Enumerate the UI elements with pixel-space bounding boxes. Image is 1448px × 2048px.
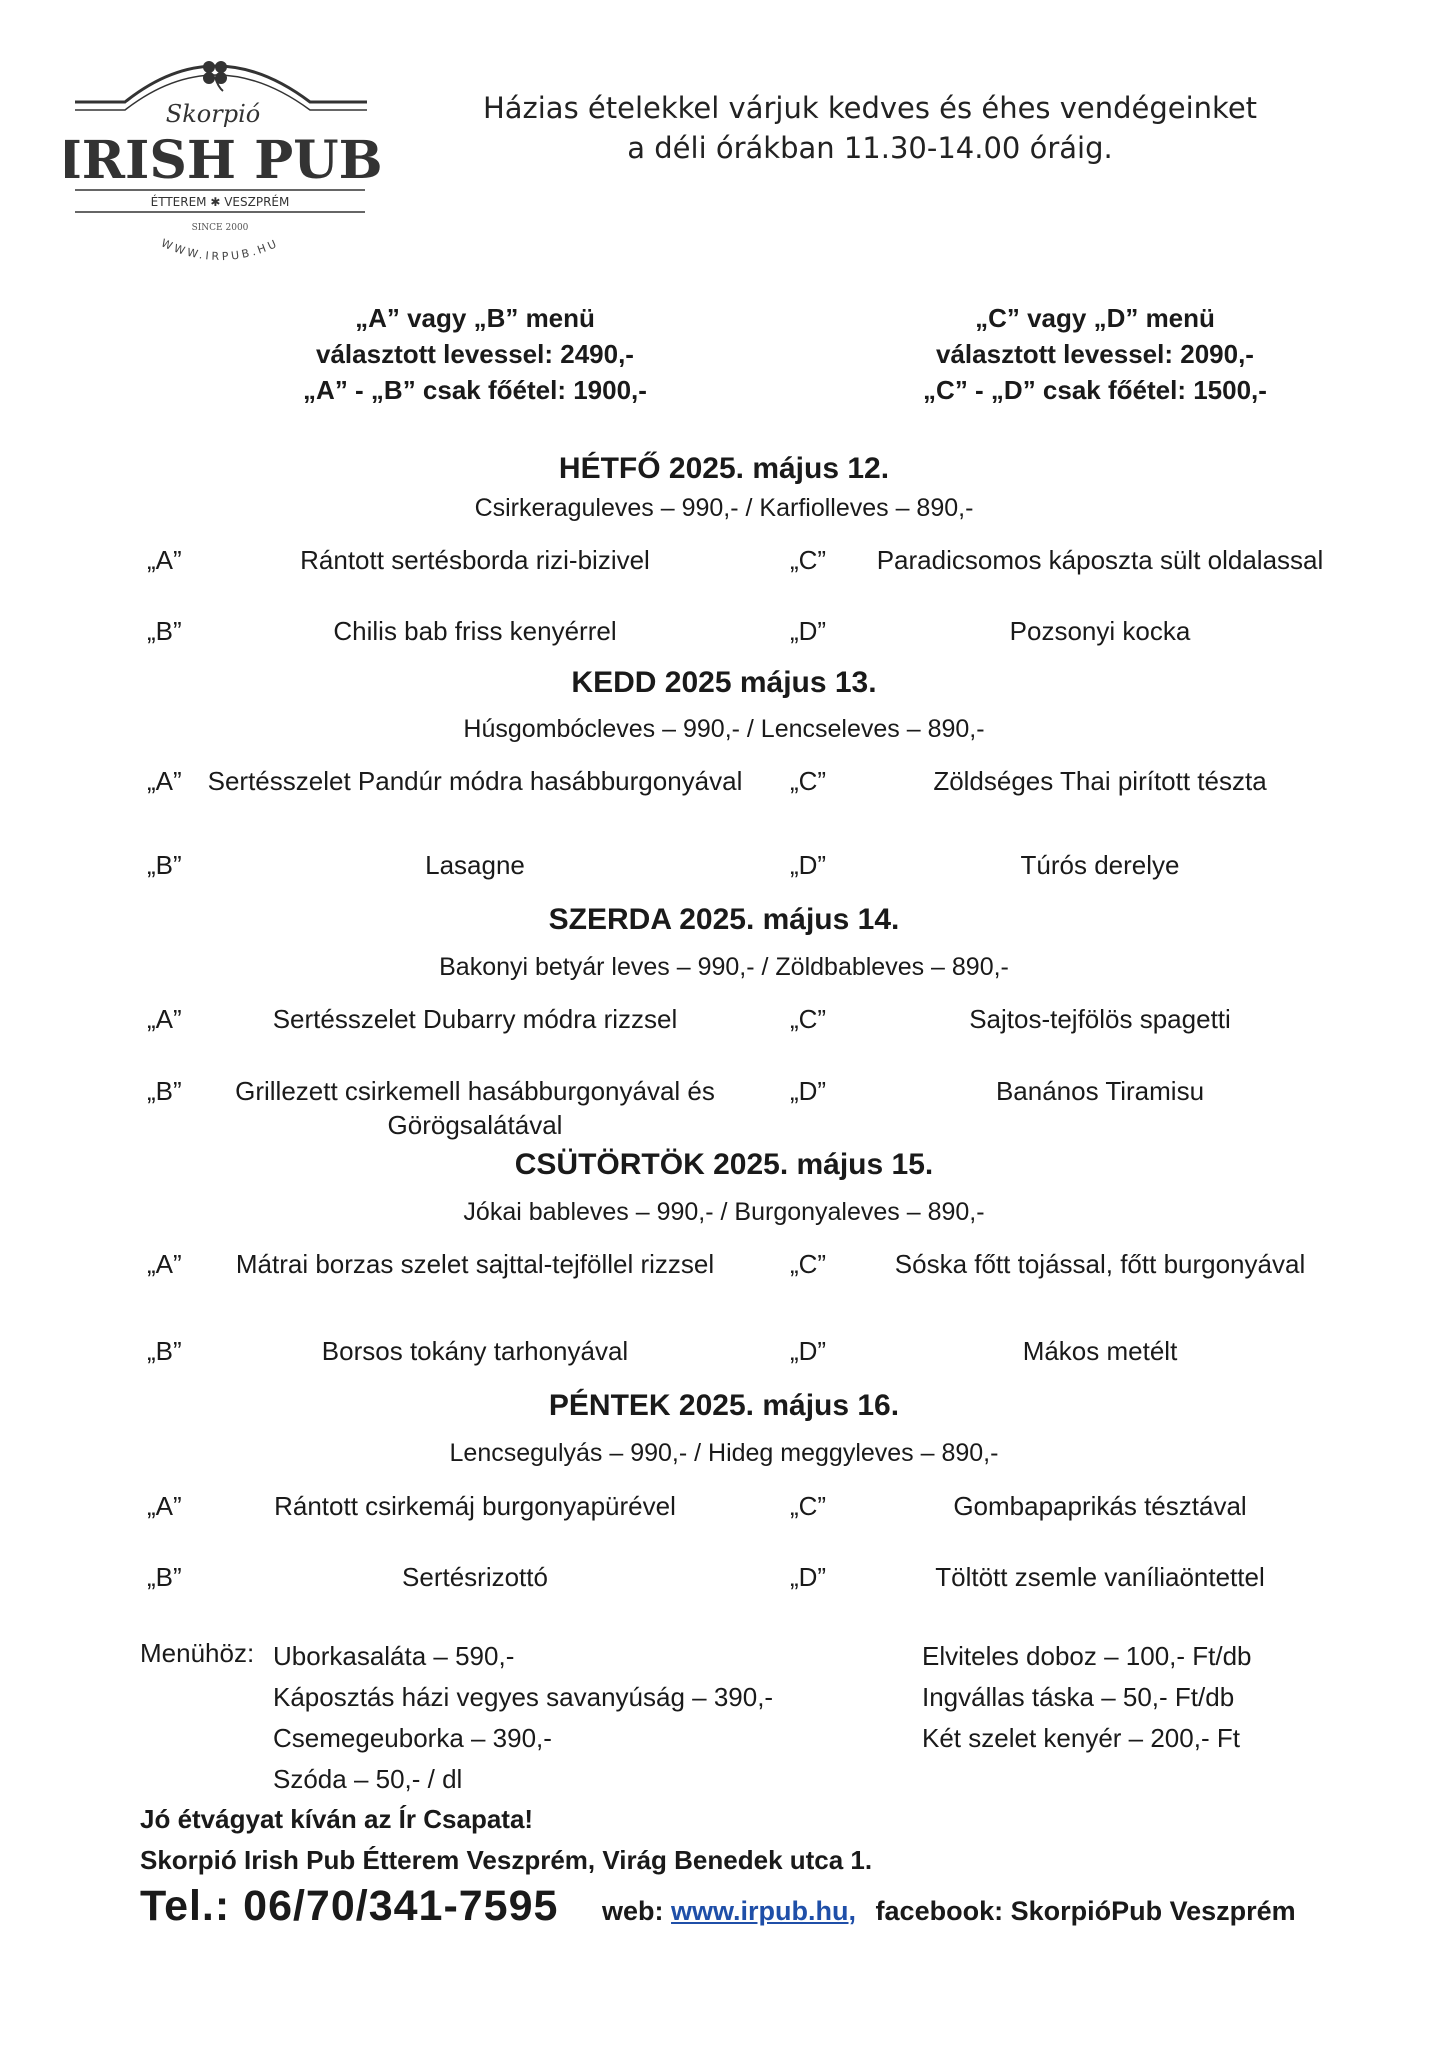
code-a: „A” [147,545,182,575]
dish-d-friday: Töltött zsemle vaníliaöntettel [935,1562,1265,1592]
price-cd-main-only: „C” - „D” csak főétel: 1500,- [923,375,1267,405]
code-c: „C” [790,1491,827,1521]
facebook-text: facebook: SkorpióPub Veszprém [875,1896,1296,1926]
code-b: „B” [147,1076,182,1106]
extras-item: Csemegeuborka – 390,- [273,1723,552,1753]
extras-item: Elviteles doboz – 100,- Ft/db [922,1641,1252,1671]
intro-line-1: Házias ételekkel várjuk kedves és éhes vendégeinket [482,91,1258,125]
dish-a-thursday: Mátrai borzas szelet sajttal-tejföllel rizzsel [235,1249,715,1279]
web-comma: , [848,1896,857,1926]
extras-item: Szóda – 50,- / dl [273,1764,463,1794]
dish-a-wednesday: Sertésszelet Dubarry módra rizzsel [272,1004,678,1034]
code-b: „B” [147,1562,182,1592]
closing-wish: Jó étvágyat kíván az Ír Csapata! [140,1804,534,1834]
code-b: „B” [147,850,182,880]
logo-main-text: IRISH PUB [65,130,383,191]
code-d: „D” [790,1076,827,1106]
dish-a-monday: Rántott sertésborda rizi-bizivel [300,545,650,575]
day-title-friday: PÉNTEK 2025. május 16. [548,1389,900,1422]
code-a: „A” [147,1004,182,1034]
dish-c-thursday: Sóska főtt tojással, főtt burgonyával [894,1249,1306,1279]
extras-item: Két szelet kenyér – 200,- Ft [922,1723,1240,1753]
code-c: „C” [790,766,827,796]
day-title-tuesday: KEDD 2025 május 13. [571,666,877,699]
extras-left-list [273,1636,773,1800]
price-block-ab [195,300,755,408]
price-cd-with-soup: választott levessel: 2090,- [936,339,1254,369]
dish-d-monday: Pozsonyi kocka [1009,616,1191,646]
code-c: „C” [790,1004,827,1034]
price-block-cd [815,300,1375,408]
dish-b-monday: Chilis bab friss kenyérrel [333,616,617,646]
dish-c-monday: Paradicsomos káposzta sült oldalassal [876,545,1324,575]
extras-label: Menühöz: [140,1638,255,1668]
logo-script: Skorpió [165,100,261,128]
extras-item: Ingvállas táska – 50,- Ft/db [922,1682,1235,1712]
soups-wednesday: Bakonyi betyár leves – 990,- / Zöldbableves – 890,- [439,953,1009,981]
code-c: „C” [790,545,827,575]
code-a: „A” [147,766,182,796]
intro-line-2: a déli órákban 11.30-14.00 óráig. [627,131,1113,165]
dish-c-wednesday: Sajtos-tejfölös spagetti [969,1004,1231,1034]
dish-b-friday: Sertésrizottó [402,1562,548,1592]
code-b: „B” [147,616,182,646]
svg-text:WWW.IRPUB.HU [159,236,281,263]
day-title-wednesday: SZERDA 2025. május 14. [548,903,900,936]
web-line [602,1893,1296,1929]
dish-d-wednesday: Banános Tiramisu [995,1076,1205,1106]
website-link[interactable]: www.irpub.hu [671,1896,849,1926]
dish-d-tuesday: Túrós derelye [1020,850,1180,880]
dish-d-thursday: Mákos metélt [1022,1336,1178,1366]
logo-since: SINCE 2000 [191,223,249,233]
dish-b-thursday: Borsos tokány tarhonyával [321,1336,629,1366]
web-label: web: [602,1896,664,1926]
dish-c-tuesday: Zöldséges Thai pirított tészta [933,766,1267,796]
code-a: „A” [147,1249,182,1279]
phone-number: Tel.: 06/70/341-7595 [140,1882,559,1930]
soups-thursday: Jókai bableves – 990,- / Burgonyaleves – 890,- [463,1198,985,1226]
dish-a-friday: Rántott csirkemáj burgonyapürével [274,1491,676,1521]
price-ab-with-soup: választott levessel: 2490,- [316,339,634,369]
soups-monday: Csirkeraguleves – 990,- / Karfiolleves – 890,- [474,494,974,522]
code-b: „B” [147,1336,182,1366]
irish-pub-logo [65,40,385,270]
dish-b-wednesday: Grillezett csirkemell hasábburgonyával és Görögsalátával [235,1076,715,1140]
code-c: „C” [790,1249,827,1279]
soups-tuesday: Húsgombócleves – 990,- / Lencseleves – 890,- [463,715,985,743]
day-title-monday: HÉTFŐ 2025. május 12. [558,452,890,485]
code-d: „D” [790,1336,827,1366]
price-ab-main-only: „A” - „B” csak főétel: 1900,- [303,375,647,405]
extras-right-list [922,1636,1252,1759]
price-cd-title: „C” vagy „D” menü [975,303,1215,333]
intro-text [440,88,1300,168]
price-ab-title: „A” vagy „B” menü [355,303,595,333]
dish-c-friday: Gombapaprikás tésztával [953,1491,1247,1521]
logo-graphic [65,40,385,270]
extras-item: Káposztás házi vegyes savanyúság – 390,- [273,1682,774,1712]
extras-item: Uborkasaláta – 590,- [273,1641,515,1671]
soups-friday: Lencsegulyás – 990,- / Hideg meggyleves – 890,- [449,1439,999,1467]
code-d: „D” [790,850,827,880]
code-d: „D” [790,616,827,646]
day-title-thursday: CSÜTÖRTÖK 2025. május 15. [514,1148,934,1181]
code-d: „D” [790,1562,827,1592]
address: Skorpió Irish Pub Étterem Veszprém, Virág Benedek utca 1. [140,1845,873,1875]
code-a: „A” [147,1491,182,1521]
dish-b-tuesday: Lasagne [425,850,525,880]
dish-a-tuesday: Sertésszelet Pandúr módra hasábburgonyával [207,766,743,796]
logo-arc-text: WWW.IRPUB.HU [159,236,282,264]
logo-subtitle: ÉTTEREM ✱ VESZPRÉM [150,195,290,209]
